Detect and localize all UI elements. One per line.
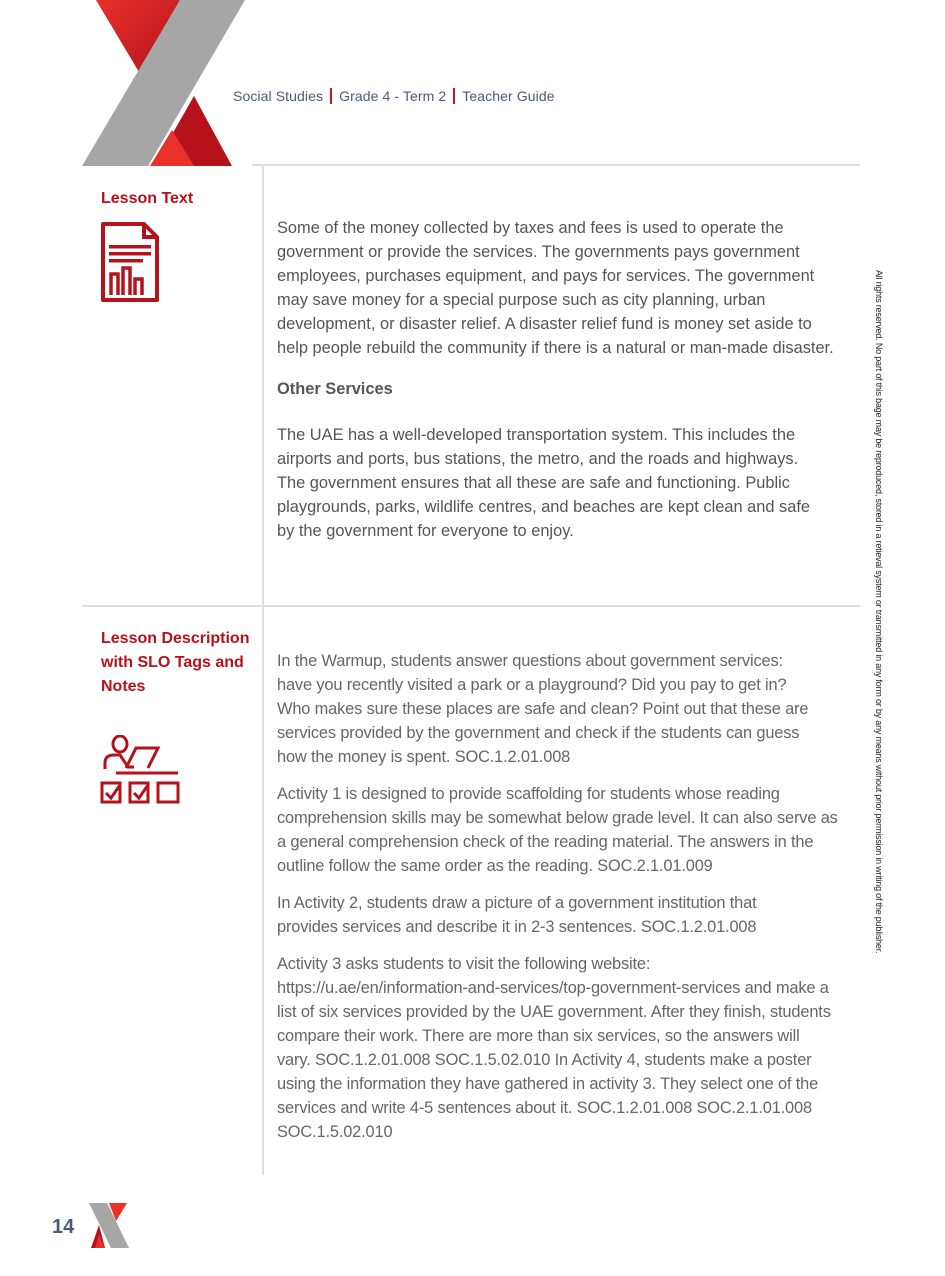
section-divider [82, 605, 860, 607]
lesson-text-body [277, 216, 837, 543]
separator [453, 88, 455, 104]
copyright-notice: All rights reserved. No part of this bage may be reproduced, stored in a retieval system or transmitted in any form or by any means without prior permission in writing of the publisher. [874, 270, 884, 954]
subject-label: Social Studies [233, 88, 324, 104]
grade-term-label: Grade 4 - Term 2 [339, 88, 447, 104]
publisher-logo-icon [82, 0, 252, 166]
breadcrumb-header [233, 88, 555, 104]
separator [330, 88, 332, 104]
section-label-lesson-description: Lesson Description with SLO Tags and Notes [101, 630, 250, 695]
page-number: 14 [52, 1216, 75, 1238]
activity-2-paragraph: In Activity 2, students draw a picture of a government institution that provides services and describe it in 2-3 sentences. SOC.1.2.01.008 [277, 894, 757, 936]
lesson-description-body [277, 649, 847, 1144]
publisher-logo-small-icon [87, 1203, 129, 1248]
subheading-other-services: Other Services [277, 380, 393, 398]
document-chart-icon [100, 221, 160, 303]
other-services-paragraph: The UAE has a well-developed transportation system. This includes the airports and ports, bus stations, the metro, and the roads and highways. The government ensures that all these are safe and functioning. Public playgrounds, parks, wildlife centres, and beaches are kept clean and safe by the government for everyone to enjoy. [277, 426, 811, 540]
lesson-text-paragraph: Some of the money collected by taxes and fees is used to operate the government or provide the services. The governments pays government employees, purchases equipment, and pays for services. The government may save money for a special purpose such as city planning, urban development, or disaster relief. A disaster relief fund is money set aside to help people rebuild the community if there is a natural or man-made disaster. [277, 219, 834, 357]
activity-1-paragraph: Activity 1 is designed to provide scaffolding for students whose reading comprehension skills may be somewhat below grade level. It can also serve as a general comprehension check of the reading material. The answers in the outline follow the same order as the reading. SOC.2.1.01.009 [277, 785, 838, 875]
guide-label: Teacher Guide [462, 88, 555, 104]
warmup-paragraph: In the Warmup, students answer questions about government services: have you recently visited a park or a playground? Did you pay to get in? Who makes sure these places are safe and clean? Point out that these are services provided by the government and check if the students can guess how the money is spent. SOC.1.2.01.008 [277, 652, 809, 766]
activity-3-4-paragraph: Activity 3 asks students to visit the following website: https://u.ae/en/information-and-services/top-government-services and make a list of six services provided by the UAE government. After they finish, students compare their work. There are more than six services, so the answers will vary. SOC.1.2.01.008 SOC.1.5.02.010 In Activity 4, students make a poster using the information they have gathered in activity 3. They select one of the services and write 4-5 sentences about it. SOC.1.2.01.008 SOC.2.1.01.008 SOC.1.5.02.010 [277, 955, 831, 1141]
column-divider [262, 165, 264, 1175]
header-divider [252, 164, 860, 166]
teacher-checklist-icon [100, 735, 182, 807]
section-label-lesson-text: Lesson Text [101, 190, 194, 207]
